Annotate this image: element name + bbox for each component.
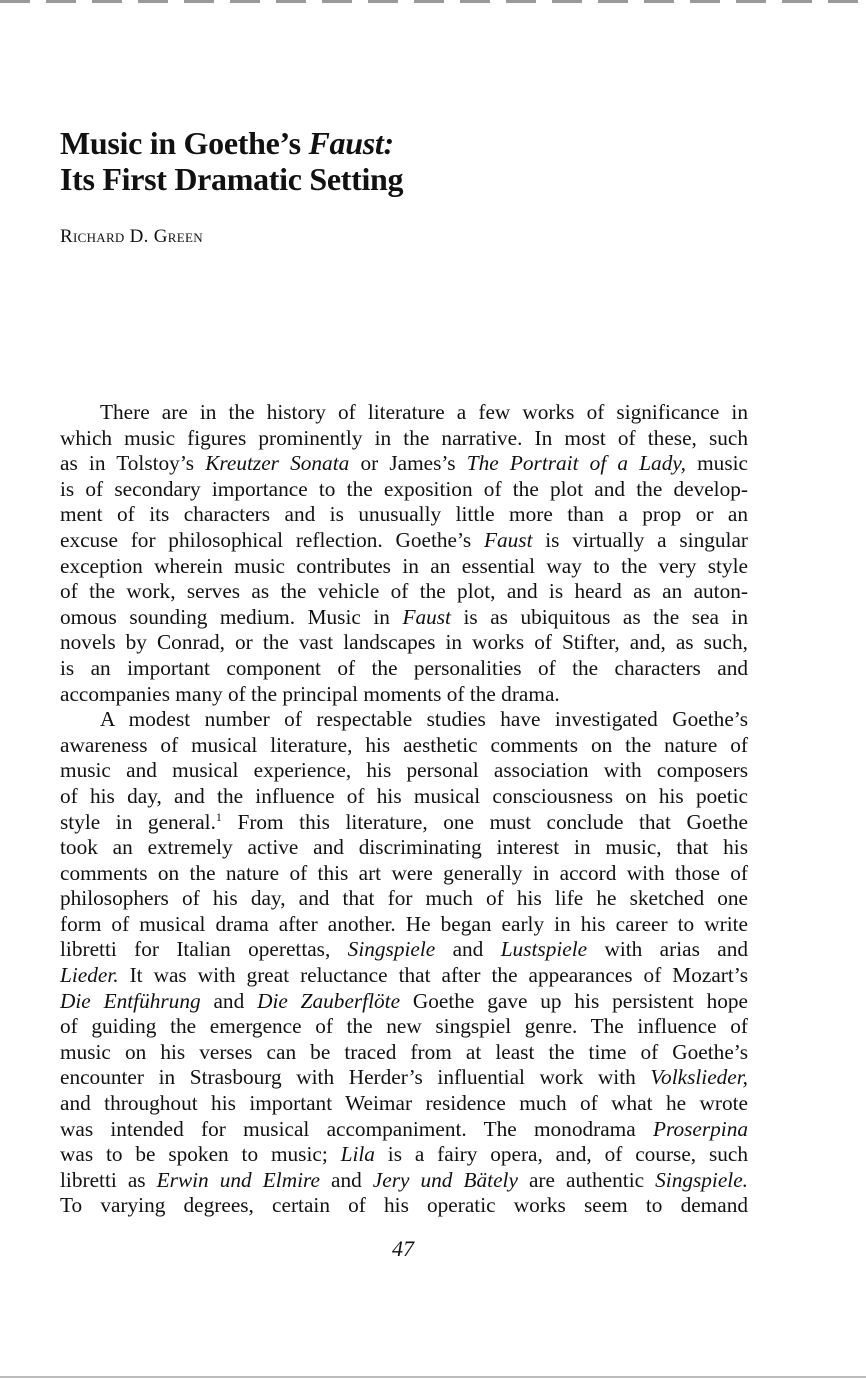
italic-title: Faust — [402, 604, 451, 629]
text-run: awareness of musical literature, his aesthetic comments on the nature of — [60, 732, 748, 757]
title-line-2: Its First Dramatic Setting — [60, 161, 404, 197]
text-line — [60, 605, 748, 631]
article-body — [60, 400, 748, 1219]
title-main-text: Music in Goethe’s — [60, 125, 309, 161]
text-run: with arias and — [587, 937, 748, 962]
italic-title: Kreutzer Sonata — [205, 451, 350, 476]
text-line — [60, 477, 748, 503]
bottom-border-rule — [0, 1376, 866, 1378]
title-faust-italic: Faust: — [308, 125, 394, 161]
italic-title: Singspiele — [347, 937, 436, 962]
text-run: is of secondary importance to the exposition of the plot and the develop- — [60, 476, 748, 501]
text-line — [60, 937, 748, 963]
text-run: excuse for philosophical reflection. Goethe’s — [60, 527, 484, 552]
text-run: which music figures prominently in the narrative. In most of these, such — [60, 425, 748, 450]
italic-title: Jery und Bätely — [372, 1167, 518, 1192]
italic-title: Lustspiele — [500, 937, 588, 962]
text-run: philosophers of his day, and that for much of his life he sketched one — [60, 886, 748, 911]
text-run: Goethe gave up his persistent hope — [400, 988, 748, 1013]
text-run: ment of its characters and is unusually little more than a prop or an — [60, 502, 748, 527]
text-run: omous sounding medium. Music in — [60, 604, 403, 629]
text-run: is an important component of the personalities of the characters and — [60, 655, 748, 680]
text-line — [60, 861, 748, 887]
text-run: accompanies many of the principal moments of the drama. — [60, 681, 560, 706]
text-line — [60, 1065, 748, 1091]
top-border-rule — [0, 0, 866, 3]
text-run: libretti for Italian operettas, — [60, 937, 348, 962]
text-line — [60, 1168, 748, 1194]
article-title — [60, 125, 760, 197]
text-run: is as ubiquitous as the sea in — [450, 604, 748, 629]
text-run: are authentic — [517, 1167, 656, 1192]
italic-title: Faust — [483, 527, 533, 552]
text-run: novels by Conrad, or the vast landscapes in works of Stifter, and, as such, — [60, 630, 748, 655]
text-run: encounter in Strasbourg with Herder’s influential work with — [60, 1065, 651, 1090]
text-line — [60, 554, 748, 580]
text-line — [60, 630, 748, 656]
text-line — [60, 1014, 748, 1040]
text-line — [60, 502, 748, 528]
text-line — [60, 733, 748, 759]
text-line — [60, 1040, 748, 1066]
title-line-1 — [60, 125, 760, 161]
italic-title: Erwin und Elmire — [156, 1167, 320, 1192]
text-run: of his day, and the influence of his musical consciousness on his poetic — [60, 783, 748, 808]
text-line — [60, 707, 748, 733]
text-line — [60, 989, 748, 1015]
text-run: and — [200, 988, 258, 1013]
text-run: To varying degrees, certain of his operatic works seem to demand — [60, 1193, 748, 1218]
text-line — [60, 963, 748, 989]
text-run: took an extremely active and discriminating interest in music, that his — [60, 835, 748, 860]
text-line — [60, 579, 748, 605]
text-run: music — [685, 451, 748, 476]
text-line — [60, 912, 748, 938]
text-line — [60, 835, 748, 861]
italic-title: Die Zauberflöte — [257, 988, 401, 1013]
text-run: was intended for musical accompaniment. The monodrama — [60, 1116, 653, 1141]
text-run: libretti as — [60, 1167, 157, 1192]
text-line — [60, 1117, 748, 1143]
text-line — [60, 784, 748, 810]
author-name: Richard D. Green — [60, 226, 203, 247]
text-run: of the work, serves as the vehicle of the plot, and is heard as an auton- — [60, 579, 748, 604]
page-number: 47 — [392, 1236, 414, 1261]
italic-title: Die Entführung — [60, 988, 201, 1013]
italic-title: Lieder. — [60, 963, 119, 988]
text-run: There are in the history of literature a few works of significance in — [100, 400, 748, 424]
text-line — [60, 656, 748, 682]
text-line — [60, 400, 748, 426]
text-line — [60, 1142, 748, 1168]
text-run: is a fairy opera, and, of course, such — [374, 1142, 748, 1167]
text-line — [60, 1091, 748, 1117]
text-run: and throughout his important Weimar residence much of what he wrote — [60, 1091, 748, 1116]
text-run: of guiding the emergence of the new singspiel genre. The influence of — [60, 1014, 748, 1039]
text-run: and — [435, 937, 501, 962]
text-run: style in general. — [60, 809, 216, 834]
text-line — [60, 810, 748, 836]
text-line — [60, 886, 748, 912]
text-run: It was with great reluctance that after the appearances of Mozart’s — [118, 963, 748, 988]
text-run: was to be spoken to music; — [60, 1142, 341, 1167]
italic-title: Lila — [340, 1142, 375, 1167]
text-run: music and musical experience, his personal association with composers — [60, 758, 748, 783]
footnote-marker: 1 — [215, 809, 222, 824]
italic-title: Singspiele. — [655, 1167, 748, 1192]
text-run: A modest number of respectable studies have investigated Goethe’s — [100, 707, 748, 732]
text-run: exception wherein music contributes in an essential way to the very style — [60, 553, 748, 578]
text-run: comments on the nature of this art were generally in accord with those of — [60, 860, 748, 885]
text-run: or James’s — [349, 451, 467, 476]
text-run: and — [319, 1167, 373, 1192]
italic-title: The Portrait of a Lady, — [466, 451, 686, 476]
text-run: From this literature, one must conclude that Goethe — [221, 809, 748, 834]
text-run: form of musical drama after another. He began early in his career to write — [60, 911, 748, 936]
text-run: is virtually a singular — [532, 527, 748, 552]
text-line — [60, 451, 748, 477]
italic-title: Proserpina — [652, 1116, 748, 1141]
text-run: music on his verses can be traced from at least the time of Goethe’s — [60, 1039, 748, 1064]
text-line — [60, 1193, 748, 1219]
text-line — [60, 682, 748, 708]
text-line — [60, 528, 748, 554]
text-run: as in Tolstoy’s — [60, 451, 206, 476]
text-line — [60, 426, 748, 452]
italic-title: Volkslieder, — [650, 1065, 748, 1090]
text-line — [60, 758, 748, 784]
